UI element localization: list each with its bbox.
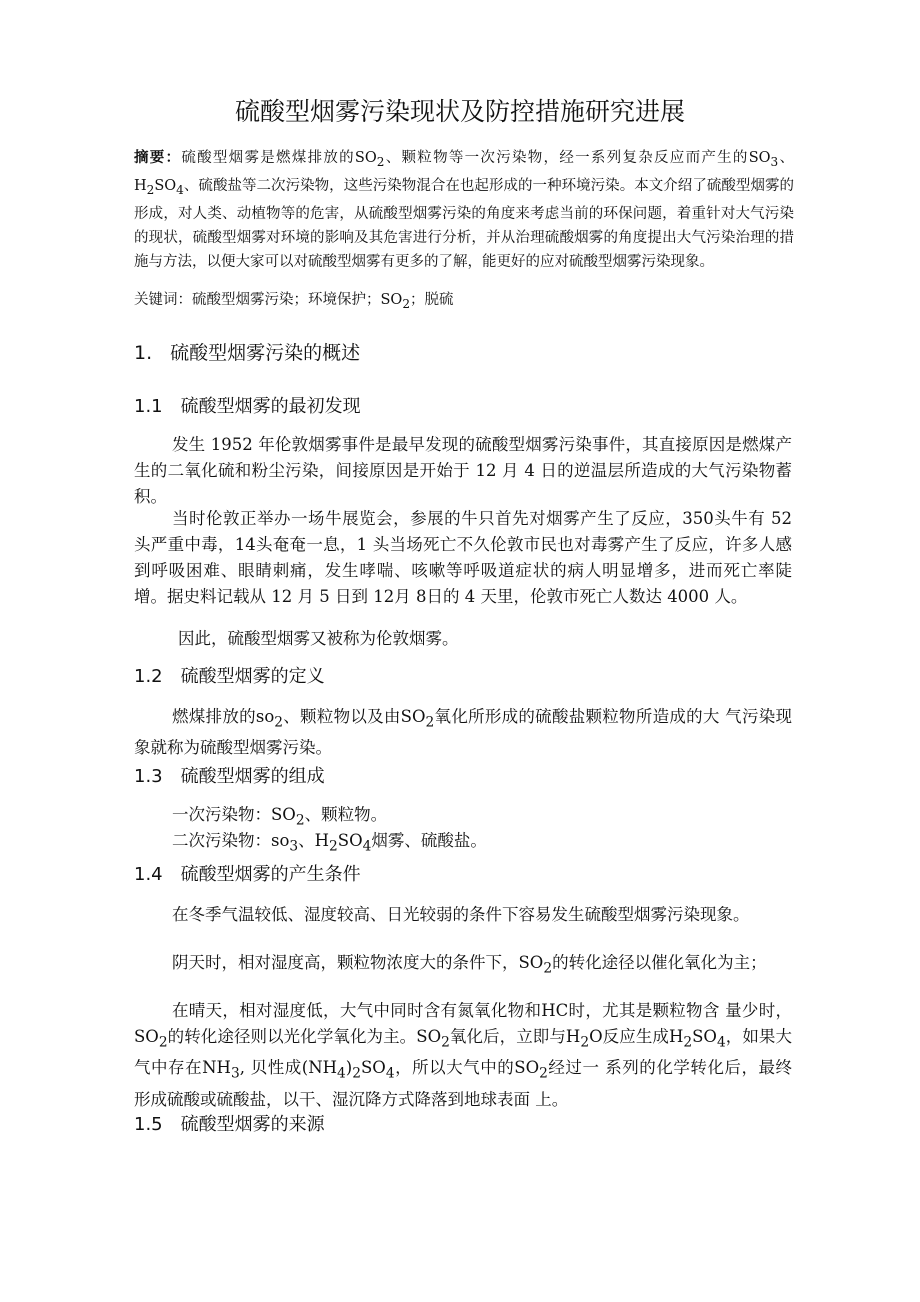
subscript: 2: [402, 296, 411, 311]
section-heading-1-1: [134, 392, 361, 418]
text: 氧化所形成的硫酸盐颗粒物所造成的大 气污染现象就称为硫酸型烟雾污染。: [134, 707, 792, 758]
section-title: 硫酸型烟雾的定义: [180, 666, 325, 687]
subscript: 3: [770, 154, 779, 169]
subscript: 2: [580, 1034, 590, 1051]
text: ): [345, 1058, 353, 1078]
paragraph: [134, 704, 792, 761]
text: 在晴天，相对湿度低，大气中同时含有氮氧化物和HC时，尤其是颗粒物含 量少时，SO: [134, 1001, 792, 1046]
section-number: 1.3: [134, 766, 163, 787]
paragraph: 在冬季气温较低、湿度较高、日光较弱的条件下容易发生硫酸型烟雾污染现象。: [172, 905, 750, 924]
subscript: 2: [146, 182, 155, 197]
paragraph: [134, 950, 792, 981]
paragraph: 发生 1952 年伦敦烟雾事件是最早发现的硫酸型烟雾污染事件，其直接原因是燃煤产生的二氧化硫和粉尘污染，间接原因是开始于 12 月 4 日的逆温层所造成的大气污染物蓄积。: [134, 435, 792, 506]
section-title: 硫酸型烟雾的最初发现: [180, 396, 361, 417]
subscript: 2: [441, 1034, 450, 1051]
subscript: 4: [716, 1034, 726, 1051]
text: SO: [692, 1027, 717, 1046]
paragraph: 因此，硫酸型烟雾又被称为伦敦烟雾。: [178, 629, 459, 648]
abstract-text: 、H: [134, 150, 794, 194]
text: 、H: [298, 831, 330, 850]
section-number: 1.5: [134, 1114, 163, 1135]
section-title: 硫酸型烟雾的产生条件: [180, 864, 361, 885]
section-heading-1-2: [134, 662, 325, 688]
text: 二次污染物：so: [172, 831, 290, 850]
section-number: 1.2: [134, 666, 163, 687]
subscript: 3: [289, 838, 299, 855]
keywords-label: 关键词：: [134, 292, 192, 308]
text: 的转化途径则以光化学氧化为主。SO: [167, 1027, 442, 1046]
abstract-text: 硫酸型烟雾是燃煤排放的SO: [181, 150, 377, 166]
text: ，所以大气中的SO: [394, 1058, 540, 1078]
subscript: 4: [337, 1065, 346, 1082]
section-title: 硫酸型烟雾污染的概述: [170, 342, 361, 364]
abstract-text: 、硫酸盐等二次污染物，这些污染物混合在也起形成的一种环境污染。本文介绍了硫酸型烟雾的形成，对人类、动植物等的危害，从硫酸型烟雾污染的角度来考虑当前的环保问题，着重针对大气污染的现状，硫酸型烟雾对环境的影响及其危害进行分析，并从治理硫酸烟雾的角度提出大气污染治理的措施与方法，以便大家可以对硫酸型烟雾有更多的了解，能更好的应对硫酸型烟雾污染现象。: [134, 177, 794, 270]
text: 、颗粒物。: [304, 805, 388, 824]
subscript: 2: [158, 1034, 168, 1051]
text: 阴天时，相对湿度高，颗粒物浓度大的条件下，SO: [172, 953, 544, 972]
text: 的转化途径以催化氧化为主；: [552, 953, 767, 972]
section-title: 硫酸型烟雾的来源: [180, 1114, 325, 1135]
subscript: 4: [385, 1065, 395, 1082]
subscript: 2: [376, 154, 385, 169]
section-number: 1.1: [134, 396, 163, 417]
text: ，如果大气中存在NH: [134, 1027, 792, 1078]
abstract: [134, 146, 794, 274]
text: 、颗粒物以及由SO: [283, 707, 426, 726]
document-title: 硫酸型烟雾污染现状及防控措施研究进展: [234, 97, 685, 126]
abstract-text: SO: [154, 177, 177, 194]
text: 烟雾、硫酸盐。: [371, 831, 487, 850]
abstract-text: 、颗粒物等一次污染物，经一系列复杂反应而产生的SO: [384, 150, 771, 166]
subscript: 2: [543, 960, 553, 977]
text: O反应生成H: [589, 1027, 684, 1046]
text: SO: [360, 1058, 386, 1078]
section-number: 1.: [134, 342, 153, 364]
text: 氧化后，立即与H: [449, 1027, 581, 1046]
subscript: 2: [274, 714, 284, 731]
section-heading-1: [134, 338, 360, 365]
paragraph: [134, 998, 792, 1113]
text: , 贝性成(NH: [239, 1058, 338, 1078]
section-title: 硫酸型烟雾的组成: [180, 766, 325, 787]
text: 燃煤排放的so: [172, 707, 275, 726]
subscript: 4: [176, 182, 184, 197]
section-heading-1-4: [134, 860, 361, 886]
section-number: 1.4: [134, 864, 163, 885]
text: SO: [337, 831, 363, 850]
subscript: 2: [295, 812, 305, 829]
text: 一次污染物：SO: [172, 805, 296, 824]
text: 经过一 系列的化学转化后，最终形成硫酸或硫酸盐，以干、湿沉降方式降落到地球表面 上。: [134, 1058, 792, 1109]
subscript: 2: [683, 1034, 693, 1051]
paragraph: 当时伦敦正举办一场牛展览会，参展的牛只首先对烟雾产生了反应，350头牛有 52 头严重中毒，14头奄奄一息，1 头当场死亡不久伦敦市民也对毒雾产生了反应，许多人感到呼吸困难、眼睛刺痛，发生哮喘、咳嗽等呼吸道症状的病人明显增多，进而死亡率陡增。据史料记载从 12 月 5 日到 12月 8日的 4 天里，伦敦市死亡人数达 4000 人。: [134, 509, 792, 606]
subscript: 2: [352, 1065, 361, 1082]
subscript: 2: [329, 838, 338, 855]
subscript: 2: [425, 714, 435, 731]
subscript: 2: [539, 1065, 548, 1082]
abstract-label: 摘要：: [134, 150, 182, 166]
subscript: 4: [362, 838, 372, 855]
keywords: [134, 288, 794, 316]
keywords-text: 硫酸型烟雾污染；环境保护；SO: [192, 292, 403, 308]
keywords-text: ；脱硫: [410, 292, 454, 308]
section-heading-1-3: [134, 762, 325, 788]
section-heading-1-5: [134, 1110, 325, 1136]
composition-line: [172, 828, 487, 859]
subscript: 3: [230, 1065, 240, 1082]
